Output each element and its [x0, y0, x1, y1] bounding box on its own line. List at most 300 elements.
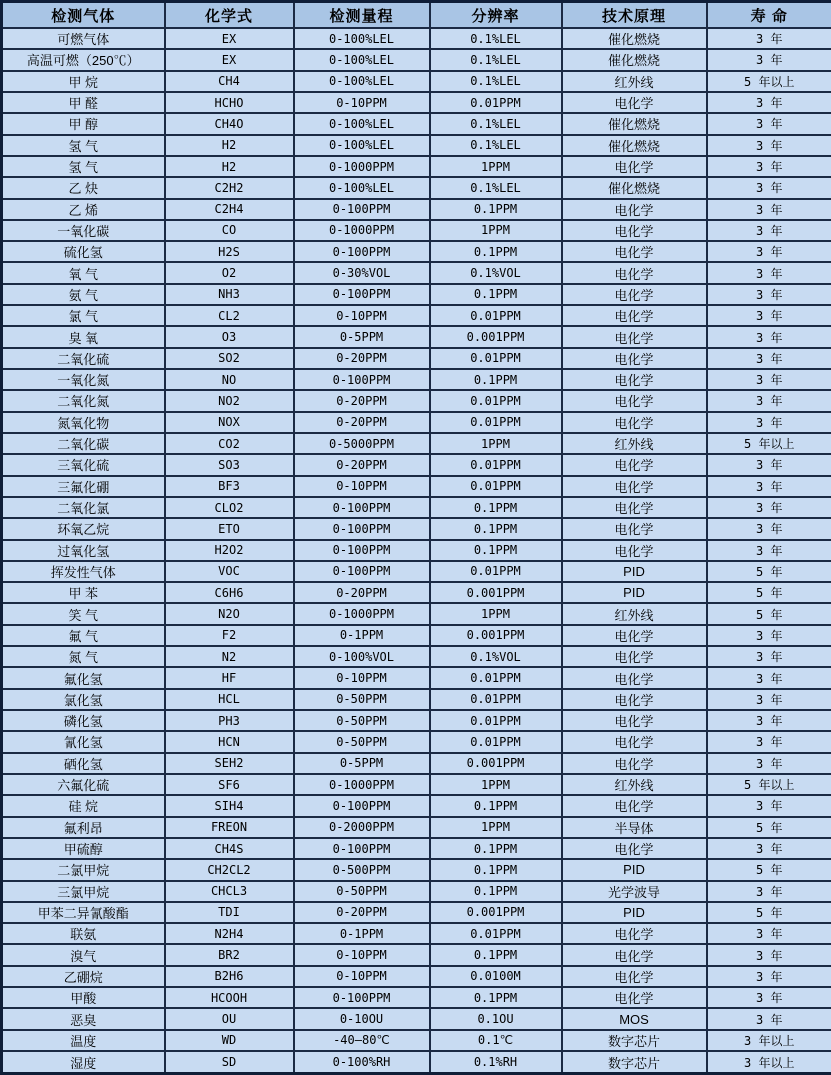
resolution-cell: 0.01PPM [430, 454, 562, 475]
gas-name-cell: 三氟化硼 [2, 476, 165, 497]
range-cell: 0-10OU [294, 1008, 430, 1029]
table-row [2, 518, 831, 539]
resolution-cell: 0.01PPM [430, 731, 562, 752]
range-cell: 0-100PPM [294, 369, 430, 390]
gas-name-cell: 氮 气 [2, 646, 165, 667]
resolution-cell: 0.1PPM [430, 284, 562, 305]
table-row [2, 795, 831, 816]
resolution-cell: 0.1OU [430, 1008, 562, 1029]
resolution-cell: 0.1%LEL [430, 49, 562, 70]
gas-name-cell: 氰化氢 [2, 731, 165, 752]
gas-name-cell: 硅 烷 [2, 795, 165, 816]
principle-cell: 数字芯片 [562, 1030, 707, 1051]
table-row [2, 135, 831, 156]
range-cell: 0-20PPM [294, 582, 430, 603]
formula-cell: NO [165, 369, 294, 390]
lifespan-cell: 3 年 [707, 987, 831, 1008]
principle-cell: 催化燃烧 [562, 135, 707, 156]
lifespan-cell: 3 年 [707, 454, 831, 475]
gas-name-cell: 甲 醛 [2, 92, 165, 113]
table-row [2, 817, 831, 838]
range-cell: 0-2000PPM [294, 817, 430, 838]
resolution-cell: 0.01PPM [430, 412, 562, 433]
range-cell: 0-500PPM [294, 859, 430, 880]
gas-name-cell: 甲 醇 [2, 113, 165, 134]
formula-cell: PH3 [165, 710, 294, 731]
resolution-cell: 0.1%VOL [430, 646, 562, 667]
range-cell: 0-100%LEL [294, 28, 430, 49]
gas-name-cell: 环氧乙烷 [2, 518, 165, 539]
gas-name-cell: 二氧化硫 [2, 348, 165, 369]
gas-name-cell: 乙 烯 [2, 199, 165, 220]
formula-cell: CH4S [165, 838, 294, 859]
principle-cell: 电化学 [562, 454, 707, 475]
lifespan-cell: 3 年 [707, 731, 831, 752]
resolution-cell: 0.01PPM [430, 390, 562, 411]
principle-cell: 电化学 [562, 412, 707, 433]
range-cell: -40—80℃ [294, 1030, 430, 1051]
lifespan-cell: 3 年 [707, 497, 831, 518]
lifespan-cell: 3 年 [707, 476, 831, 497]
table-row [2, 966, 831, 987]
formula-cell: BF3 [165, 476, 294, 497]
lifespan-cell: 5 年以上 [707, 433, 831, 454]
resolution-cell: 0.1%LEL [430, 28, 562, 49]
formula-cell: SIH4 [165, 795, 294, 816]
principle-cell: 电化学 [562, 646, 707, 667]
range-cell: 0-10PPM [294, 305, 430, 326]
gas-name-cell: 氮氧化物 [2, 412, 165, 433]
principle-cell: 催化燃烧 [562, 49, 707, 70]
gas-name-cell: 一氧化碳 [2, 220, 165, 241]
principle-cell: MOS [562, 1008, 707, 1029]
range-cell: 0-10PPM [294, 944, 430, 965]
table-row [2, 1008, 831, 1029]
formula-cell: OU [165, 1008, 294, 1029]
principle-cell: 光学波导 [562, 881, 707, 902]
lifespan-cell: 3 年 [707, 390, 831, 411]
principle-cell: 电化学 [562, 923, 707, 944]
lifespan-cell: 3 年 [707, 348, 831, 369]
table-row [2, 433, 831, 454]
gas-name-cell: 氢 气 [2, 156, 165, 177]
lifespan-cell: 3 年 [707, 156, 831, 177]
resolution-cell: 0.001PPM [430, 753, 562, 774]
principle-cell: 电化学 [562, 753, 707, 774]
resolution-cell: 0.01PPM [430, 476, 562, 497]
principle-cell: 电化学 [562, 156, 707, 177]
lifespan-cell: 3 年 [707, 944, 831, 965]
formula-cell: CH2CL2 [165, 859, 294, 880]
resolution-cell: 0.1PPM [430, 497, 562, 518]
range-cell: 0-100PPM [294, 241, 430, 262]
lifespan-cell: 3 年 [707, 92, 831, 113]
principle-cell: 电化学 [562, 731, 707, 752]
principle-cell: 红外线 [562, 433, 707, 454]
principle-cell: 红外线 [562, 774, 707, 795]
lifespan-cell: 5 年 [707, 582, 831, 603]
range-cell: 0-50PPM [294, 710, 430, 731]
resolution-cell: 1PPM [430, 774, 562, 795]
range-cell: 0-100PPM [294, 795, 430, 816]
table-row [2, 582, 831, 603]
formula-cell: WD [165, 1030, 294, 1051]
principle-cell: 电化学 [562, 689, 707, 710]
resolution-cell: 0.1PPM [430, 881, 562, 902]
lifespan-cell: 3 年 [707, 838, 831, 859]
principle-cell: 红外线 [562, 603, 707, 624]
resolution-cell: 0.1PPM [430, 838, 562, 859]
resolution-cell: 0.01PPM [430, 561, 562, 582]
resolution-cell: 0.0100M [430, 966, 562, 987]
formula-cell: VOC [165, 561, 294, 582]
lifespan-cell: 3 年 [707, 710, 831, 731]
principle-cell: 电化学 [562, 966, 707, 987]
resolution-cell: 1PPM [430, 156, 562, 177]
column-header-formula: 化学式 [165, 2, 294, 29]
formula-cell: HF [165, 667, 294, 688]
lifespan-cell: 3 年 [707, 667, 831, 688]
formula-cell: N2O [165, 603, 294, 624]
range-cell: 0-1000PPM [294, 603, 430, 624]
gas-name-cell: 氟 气 [2, 625, 165, 646]
resolution-cell: 0.001PPM [430, 625, 562, 646]
range-cell: 0-20PPM [294, 390, 430, 411]
resolution-cell: 0.01PPM [430, 348, 562, 369]
principle-cell: 电化学 [562, 710, 707, 731]
principle-cell: 电化学 [562, 476, 707, 497]
principle-cell: 电化学 [562, 369, 707, 390]
gas-name-cell: 联氨 [2, 923, 165, 944]
table-row [2, 156, 831, 177]
table-row [2, 369, 831, 390]
resolution-cell: 0.1PPM [430, 944, 562, 965]
resolution-cell: 1PPM [430, 603, 562, 624]
formula-cell: F2 [165, 625, 294, 646]
table-row [2, 92, 831, 113]
table-row [2, 305, 831, 326]
table-row [2, 753, 831, 774]
formula-cell: H2 [165, 156, 294, 177]
resolution-cell: 0.01PPM [430, 667, 562, 688]
principle-cell: 电化学 [562, 390, 707, 411]
gas-name-cell: 乙硼烷 [2, 966, 165, 987]
formula-cell: CL2 [165, 305, 294, 326]
gas-name-cell: 氯化氢 [2, 689, 165, 710]
column-header-lifespan: 寿 命 [707, 2, 831, 29]
range-cell: 0-5000PPM [294, 433, 430, 454]
range-cell: 0-10PPM [294, 667, 430, 688]
gas-name-cell: 氧 气 [2, 262, 165, 283]
formula-cell: CH4 [165, 71, 294, 92]
principle-cell: 半导体 [562, 817, 707, 838]
gas-name-cell: 甲酸 [2, 987, 165, 1008]
header-row [2, 2, 831, 29]
lifespan-cell: 3 年 [707, 284, 831, 305]
resolution-cell: 0.01PPM [430, 710, 562, 731]
table-row [2, 646, 831, 667]
principle-cell: 电化学 [562, 305, 707, 326]
formula-cell: C6H6 [165, 582, 294, 603]
range-cell: 0-100PPM [294, 497, 430, 518]
resolution-cell: 1PPM [430, 817, 562, 838]
gas-name-cell: 三氧化硫 [2, 454, 165, 475]
table-row [2, 944, 831, 965]
resolution-cell: 1PPM [430, 433, 562, 454]
formula-cell: H2 [165, 135, 294, 156]
resolution-cell: 0.1PPM [430, 540, 562, 561]
table-row [2, 731, 831, 752]
principle-cell: 电化学 [562, 92, 707, 113]
table-row [2, 199, 831, 220]
lifespan-cell: 3 年以上 [707, 1051, 831, 1074]
column-header-gas-name: 检测气体 [2, 2, 165, 29]
resolution-cell: 0.1PPM [430, 518, 562, 539]
table-row [2, 390, 831, 411]
gas-name-cell: 氟利昂 [2, 817, 165, 838]
lifespan-cell: 3 年 [707, 518, 831, 539]
column-header-range: 检测量程 [294, 2, 430, 29]
table-row [2, 220, 831, 241]
lifespan-cell: 3 年 [707, 113, 831, 134]
lifespan-cell: 3 年 [707, 795, 831, 816]
principle-cell: 电化学 [562, 838, 707, 859]
range-cell: 0-100PPM [294, 518, 430, 539]
formula-cell: ETO [165, 518, 294, 539]
principle-cell: 催化燃烧 [562, 113, 707, 134]
formula-cell: NO2 [165, 390, 294, 411]
principle-cell: 电化学 [562, 667, 707, 688]
principle-cell: 电化学 [562, 518, 707, 539]
table-row [2, 326, 831, 347]
gas-name-cell: 二氧化氮 [2, 390, 165, 411]
lifespan-cell: 3 年 [707, 753, 831, 774]
formula-cell: SEH2 [165, 753, 294, 774]
table-header [2, 2, 831, 29]
principle-cell: 电化学 [562, 540, 707, 561]
resolution-cell: 0.1%LEL [430, 177, 562, 198]
range-cell: 0-50PPM [294, 881, 430, 902]
principle-cell: 电化学 [562, 795, 707, 816]
principle-cell: 电化学 [562, 199, 707, 220]
gas-name-cell: 甲 烷 [2, 71, 165, 92]
gas-name-cell: 恶臭 [2, 1008, 165, 1029]
formula-cell: N2 [165, 646, 294, 667]
table-row [2, 1030, 831, 1051]
lifespan-cell: 3 年 [707, 369, 831, 390]
lifespan-cell: 3 年 [707, 262, 831, 283]
gas-name-cell: 湿度 [2, 1051, 165, 1074]
principle-cell: 电化学 [562, 497, 707, 518]
range-cell: 0-100PPM [294, 987, 430, 1008]
range-cell: 0-100%LEL [294, 135, 430, 156]
lifespan-cell: 3 年 [707, 28, 831, 49]
range-cell: 0-1PPM [294, 625, 430, 646]
range-cell: 0-1000PPM [294, 774, 430, 795]
formula-cell: HCOOH [165, 987, 294, 1008]
range-cell: 0-100PPM [294, 540, 430, 561]
gas-name-cell: 六氟化硫 [2, 774, 165, 795]
lifespan-cell: 3 年 [707, 305, 831, 326]
gas-name-cell: 高温可燃（250℃） [2, 49, 165, 70]
formula-cell: NH3 [165, 284, 294, 305]
table-row [2, 497, 831, 518]
table-row [2, 412, 831, 433]
gas-name-cell: 笑 气 [2, 603, 165, 624]
range-cell: 0-1000PPM [294, 156, 430, 177]
table-row [2, 540, 831, 561]
formula-cell: HCHO [165, 92, 294, 113]
gas-name-cell: 二氯甲烷 [2, 859, 165, 880]
resolution-cell: 0.1PPM [430, 795, 562, 816]
formula-cell: SF6 [165, 774, 294, 795]
formula-cell: N2H4 [165, 923, 294, 944]
table-row [2, 241, 831, 262]
gas-name-cell: 臭 氧 [2, 326, 165, 347]
column-header-principle: 技术原理 [562, 2, 707, 29]
gas-name-cell: 一氧化氮 [2, 369, 165, 390]
formula-cell: NOX [165, 412, 294, 433]
formula-cell: CLO2 [165, 497, 294, 518]
lifespan-cell: 3 年 [707, 177, 831, 198]
principle-cell: 电化学 [562, 944, 707, 965]
gas-name-cell: 溴气 [2, 944, 165, 965]
table-row [2, 774, 831, 795]
table-row [2, 71, 831, 92]
lifespan-cell: 3 年 [707, 199, 831, 220]
lifespan-cell: 5 年以上 [707, 774, 831, 795]
lifespan-cell: 3 年以上 [707, 1030, 831, 1051]
gas-name-cell: 氨 气 [2, 284, 165, 305]
formula-cell: SO2 [165, 348, 294, 369]
formula-cell: CH4O [165, 113, 294, 134]
formula-cell: CO [165, 220, 294, 241]
gas-name-cell: 二氧化碳 [2, 433, 165, 454]
table-row [2, 284, 831, 305]
table-row [2, 859, 831, 880]
resolution-cell: 0.1%RH [430, 1051, 562, 1074]
range-cell: 0-100%LEL [294, 71, 430, 92]
principle-cell: PID [562, 582, 707, 603]
principle-cell: 电化学 [562, 326, 707, 347]
range-cell: 0-20PPM [294, 902, 430, 923]
gas-name-cell: 氢 气 [2, 135, 165, 156]
gas-name-cell: 温度 [2, 1030, 165, 1051]
lifespan-cell: 5 年 [707, 902, 831, 923]
gas-name-cell: 三氯甲烷 [2, 881, 165, 902]
table-row [2, 348, 831, 369]
resolution-cell: 0.001PPM [430, 582, 562, 603]
formula-cell: BR2 [165, 944, 294, 965]
formula-cell: EX [165, 28, 294, 49]
formula-cell: HCN [165, 731, 294, 752]
principle-cell: 电化学 [562, 625, 707, 646]
principle-cell: 电化学 [562, 987, 707, 1008]
table-row [2, 177, 831, 198]
lifespan-cell: 3 年 [707, 881, 831, 902]
range-cell: 0-100%RH [294, 1051, 430, 1074]
formula-cell: SD [165, 1051, 294, 1074]
table-row [2, 902, 831, 923]
lifespan-cell: 5 年 [707, 561, 831, 582]
resolution-cell: 0.1%LEL [430, 135, 562, 156]
resolution-cell: 0.01PPM [430, 92, 562, 113]
table-row [2, 667, 831, 688]
principle-cell: 电化学 [562, 348, 707, 369]
range-cell: 0-20PPM [294, 454, 430, 475]
table-row [2, 49, 831, 70]
range-cell: 0-100%LEL [294, 177, 430, 198]
table-row [2, 454, 831, 475]
gas-name-cell: 挥发性气体 [2, 561, 165, 582]
resolution-cell: 0.1PPM [430, 199, 562, 220]
principle-cell: 电化学 [562, 262, 707, 283]
formula-cell: H2S [165, 241, 294, 262]
formula-cell: EX [165, 49, 294, 70]
lifespan-cell: 3 年 [707, 220, 831, 241]
lifespan-cell: 3 年 [707, 646, 831, 667]
table-row [2, 603, 831, 624]
table-row [2, 625, 831, 646]
lifespan-cell: 3 年 [707, 540, 831, 561]
gas-name-cell: 可燃气体 [2, 28, 165, 49]
range-cell: 0-100PPM [294, 838, 430, 859]
table-row [2, 923, 831, 944]
principle-cell: 催化燃烧 [562, 28, 707, 49]
range-cell: 0-100%LEL [294, 49, 430, 70]
range-cell: 0-100%LEL [294, 113, 430, 134]
range-cell: 0-1PPM [294, 923, 430, 944]
principle-cell: PID [562, 561, 707, 582]
range-cell: 0-5PPM [294, 753, 430, 774]
range-cell: 0-100PPM [294, 284, 430, 305]
range-cell: 0-100PPM [294, 199, 430, 220]
table-row [2, 262, 831, 283]
table-row [2, 987, 831, 1008]
formula-cell: TDI [165, 902, 294, 923]
range-cell: 0-50PPM [294, 689, 430, 710]
formula-cell: O3 [165, 326, 294, 347]
lifespan-cell: 5 年 [707, 817, 831, 838]
resolution-cell: 0.1PPM [430, 859, 562, 880]
resolution-cell: 0.1%LEL [430, 71, 562, 92]
principle-cell: PID [562, 859, 707, 880]
range-cell: 0-5PPM [294, 326, 430, 347]
column-header-resolution: 分辨率 [430, 2, 562, 29]
lifespan-cell: 3 年 [707, 923, 831, 944]
range-cell: 0-100PPM [294, 561, 430, 582]
principle-cell: 电化学 [562, 220, 707, 241]
gas-name-cell: 甲苯二异氰酸酯 [2, 902, 165, 923]
range-cell: 0-100%VOL [294, 646, 430, 667]
gas-name-cell: 氯 气 [2, 305, 165, 326]
table-row [2, 689, 831, 710]
principle-cell: 电化学 [562, 284, 707, 305]
formula-cell: H2O2 [165, 540, 294, 561]
range-cell: 0-30%VOL [294, 262, 430, 283]
table-row [2, 838, 831, 859]
resolution-cell: 0.1PPM [430, 369, 562, 390]
lifespan-cell: 3 年 [707, 1008, 831, 1029]
resolution-cell: 0.1%VOL [430, 262, 562, 283]
formula-cell: B2H6 [165, 966, 294, 987]
formula-cell: CO2 [165, 433, 294, 454]
resolution-cell: 0.001PPM [430, 326, 562, 347]
gas-name-cell: 甲 苯 [2, 582, 165, 603]
resolution-cell: 0.01PPM [430, 689, 562, 710]
lifespan-cell: 3 年 [707, 689, 831, 710]
principle-cell: 电化学 [562, 241, 707, 262]
